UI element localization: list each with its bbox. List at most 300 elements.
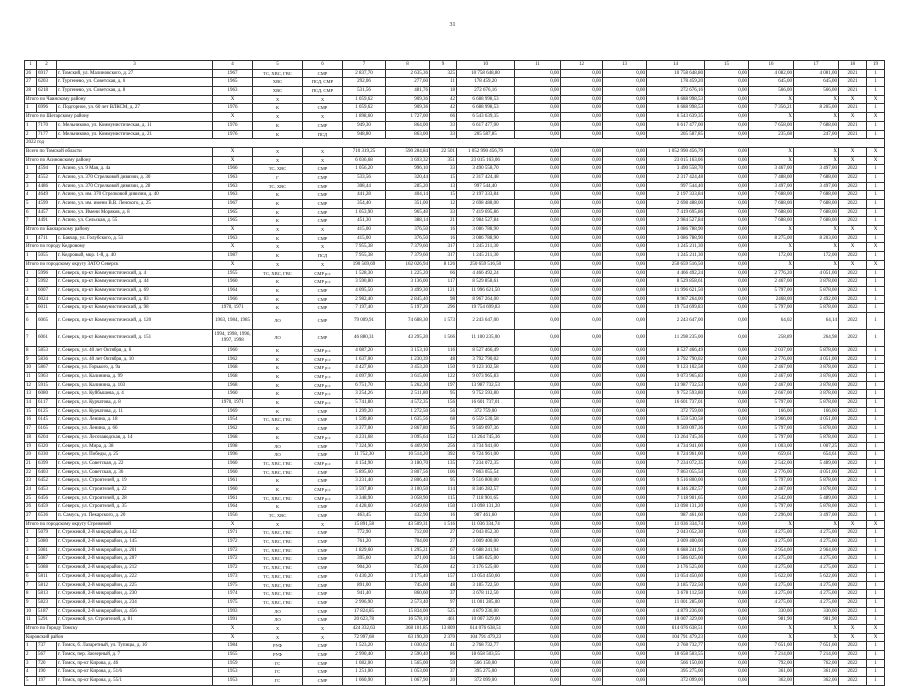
cell: г. Асино, ул. Имени Моряков, д. 8 xyxy=(57,208,213,217)
cell: 2 467,00 xyxy=(749,364,794,373)
cell: 1 052 990 456,79 xyxy=(457,147,515,156)
cell: 10 xyxy=(25,364,37,373)
cell: 0,00 xyxy=(561,295,603,304)
cell: 1 586 025,00 xyxy=(647,555,705,564)
cell: 4 xyxy=(25,668,37,677)
table-row xyxy=(25,642,885,651)
cell: 2022 xyxy=(839,668,867,677)
cell: 23 xyxy=(25,477,37,486)
cell: 372 099,00 xyxy=(457,677,515,686)
cell: 0,00 xyxy=(515,425,561,434)
cell: 6 724 961,00 xyxy=(647,451,705,460)
cell: г. Северск, ул. Советская, д. 22 xyxy=(57,459,213,468)
cell: 16 578,10 xyxy=(386,616,430,625)
cell: 42 xyxy=(430,95,457,104)
cell: 0,00 xyxy=(705,364,749,373)
cell: 22 xyxy=(25,468,37,477)
cell: 0,00 xyxy=(705,677,749,686)
cell: 0,00 xyxy=(603,373,647,382)
table-row xyxy=(25,295,885,304)
cell: 0,00 xyxy=(705,286,749,295)
cell: СМР xyxy=(303,607,343,616)
cell: 178 459,20 xyxy=(457,78,515,87)
cell: 5 878,00 xyxy=(794,304,839,313)
cell: 1 xyxy=(25,269,37,278)
cell: 762,00 xyxy=(794,659,839,668)
table-row xyxy=(25,442,885,451)
cell: 1 xyxy=(867,346,885,355)
cell: 2022 xyxy=(839,200,867,209)
cell: г. Северск, ул. 40 лет Октября, д. 6 xyxy=(57,346,213,355)
cell: 2 467,00 xyxy=(749,381,794,390)
table-row xyxy=(25,564,885,573)
cell: 5 895,60 xyxy=(343,468,386,477)
cell: 1 030,62 xyxy=(386,642,430,651)
cell: 792,00 xyxy=(749,659,794,668)
cell: ТС, ХВС, ГВС xyxy=(253,529,303,538)
cell: 11 298 235,00 xyxy=(647,329,705,346)
cell: 0,00 xyxy=(603,234,647,243)
cell: К xyxy=(253,477,303,486)
cell: 1984 xyxy=(213,642,253,651)
subtotal-label: Итого по Асиновскому району xyxy=(25,156,213,165)
cell: 1 245 211,30 xyxy=(647,243,705,252)
cell: 1976 xyxy=(213,130,253,139)
cell: 2022 xyxy=(839,355,867,364)
cell: 5 878,00 xyxy=(794,425,839,434)
cell: 3 878,00 xyxy=(794,485,839,494)
cell: 1 xyxy=(867,642,885,651)
cell: 150 xyxy=(430,503,457,512)
cell: 11 xyxy=(25,373,37,382)
cell: 1 xyxy=(867,407,885,416)
cell: 1975 xyxy=(213,581,253,590)
cell: 1965 xyxy=(213,78,253,87)
cell: г. Северск, ул. Калинина, д. 99 xyxy=(57,373,213,382)
cell: 3 xyxy=(25,546,37,555)
cell: 197 xyxy=(430,381,457,390)
cell: 22 501 xyxy=(430,147,457,156)
cell: СМР р.с xyxy=(303,346,343,355)
cell: 0,00 xyxy=(515,312,561,329)
cell: X xyxy=(867,147,885,156)
cell: с. Мельниково, ул. Коммунистическая, д. 11 xyxy=(57,121,213,130)
cell: 1974 xyxy=(213,590,253,599)
cell: 0,00 xyxy=(705,425,749,434)
cell: X xyxy=(867,260,885,269)
cell: 0,00 xyxy=(561,87,603,96)
cell: 2 845,40 xyxy=(386,295,430,304)
cell: 0,00 xyxy=(705,520,749,529)
cell: 0,00 xyxy=(561,260,603,269)
column-number: 11 xyxy=(515,61,561,70)
year-row xyxy=(25,139,885,148)
cell: 0,00 xyxy=(603,243,647,252)
cell: 4 275,00 xyxy=(749,590,794,599)
column-number: 15 xyxy=(705,61,749,70)
cell: 3 878,00 xyxy=(794,278,839,287)
cell: 2022 xyxy=(839,208,867,217)
table-row xyxy=(25,78,885,87)
cell: 997 544,40 xyxy=(647,182,705,191)
cell: 6 751,70 xyxy=(343,381,386,390)
cell: 996,10 xyxy=(386,165,430,174)
cell: 1976 xyxy=(213,121,253,130)
cell: 6117 xyxy=(37,399,57,408)
cell: г. Северск, ул. Ленина, д. 66 xyxy=(57,425,213,434)
cell: 157 xyxy=(430,572,457,581)
cell: 0,00 xyxy=(515,433,561,442)
cell: 6 688 241,94 xyxy=(647,546,705,555)
cell: 1 xyxy=(867,425,885,434)
cell: 6 xyxy=(25,572,37,581)
cell: 4 275,00 xyxy=(794,598,839,607)
cell: X xyxy=(794,243,839,252)
cell: 0,00 xyxy=(561,346,603,355)
cell: 9 569 097,36 xyxy=(457,425,515,434)
cell: 0,00 xyxy=(515,624,561,633)
cell: 6 543 639,35 xyxy=(647,113,705,122)
cell: X xyxy=(867,95,885,104)
cell: СМР р.с xyxy=(303,459,343,468)
cell: г. Северск, пр-кт Коммунистический, д. 83 xyxy=(57,295,213,304)
cell: 531,56 xyxy=(343,87,386,96)
cell: X xyxy=(749,147,794,156)
cell: 3 966,00 xyxy=(749,416,794,425)
cell: 1 xyxy=(867,529,885,538)
cell: 2 698 488,00 xyxy=(457,200,515,209)
cell: 11 996 621,50 xyxy=(647,286,705,295)
cell: К xyxy=(253,278,303,287)
cell: 97 xyxy=(430,598,457,607)
cell: 4 051,00 xyxy=(794,355,839,364)
cell: К xyxy=(253,200,303,209)
cell: 2 467,00 xyxy=(749,373,794,382)
table-row xyxy=(25,390,885,399)
cell: 0,00 xyxy=(561,69,603,78)
cell: 3 231,40 xyxy=(343,477,386,486)
table-row xyxy=(25,200,885,209)
cell: 0,00 xyxy=(515,546,561,555)
cell: 0,00 xyxy=(705,130,749,139)
cell: X xyxy=(253,260,303,269)
table-row xyxy=(25,425,885,434)
cell: 7 419 695,86 xyxy=(647,208,705,217)
cell: 0,00 xyxy=(603,468,647,477)
cell: 3 590,80 xyxy=(343,278,386,287)
cell: 1 xyxy=(867,459,885,468)
cell: г. Северск, ул. Строителей, д. 22 xyxy=(57,485,213,494)
cell: X xyxy=(867,156,885,165)
cell: 1966 xyxy=(213,295,253,304)
cell: 9 123 102,58 xyxy=(457,364,515,373)
cell: 2 243 647,00 xyxy=(457,312,515,329)
cell: 0,00 xyxy=(603,677,647,686)
table-row xyxy=(25,659,885,668)
cell: 1 xyxy=(867,616,885,625)
cell: 0,00 xyxy=(705,373,749,382)
cell: 8 346 282,57 xyxy=(457,485,515,494)
cell: 4 097,90 xyxy=(343,373,386,382)
cell: 2022 xyxy=(839,173,867,182)
table-row xyxy=(25,191,885,200)
cell: 0,00 xyxy=(705,312,749,329)
cell: X xyxy=(303,147,343,156)
cell: 0,00 xyxy=(515,633,561,642)
cell: 19 754 699,83 xyxy=(457,304,515,313)
cell: 2021 xyxy=(839,78,867,87)
cell: ЛО xyxy=(253,616,303,625)
cell: 2022 xyxy=(839,252,867,261)
cell: 2022 xyxy=(839,564,867,573)
cell: 308,44 xyxy=(343,182,386,191)
cell: 1969 xyxy=(213,407,253,416)
subtotal-row xyxy=(25,95,885,104)
cell: г. Северск, ул. Строителей, д. 19 xyxy=(57,477,213,486)
cell: 0,00 xyxy=(603,633,647,642)
cell: 0,00 xyxy=(561,381,603,390)
cell: 2022 xyxy=(839,616,867,625)
cell: X xyxy=(749,624,794,633)
cell: 2022 xyxy=(839,494,867,503)
cell: X xyxy=(213,633,253,642)
cell: 0,00 xyxy=(515,381,561,390)
cell: 0,00 xyxy=(603,399,647,408)
cell: СМР xyxy=(303,581,343,590)
table-row xyxy=(25,512,885,521)
cell: 18 658 503,55 xyxy=(647,651,705,660)
cell: 0,00 xyxy=(515,278,561,287)
cell: РУФ xyxy=(253,642,303,651)
cell: 2 467,00 xyxy=(749,278,794,287)
cell: 1 xyxy=(867,165,885,174)
cell: К xyxy=(253,286,303,295)
cell: 2021 xyxy=(839,130,867,139)
cell: СМР xyxy=(303,200,343,209)
cell: X xyxy=(749,260,794,269)
cell: К xyxy=(253,208,303,217)
cell: 0,00 xyxy=(603,651,647,660)
cell: 13 987 732,53 xyxy=(457,381,515,390)
cell: 0,00 xyxy=(603,346,647,355)
cell: 10 007 329,00 xyxy=(457,616,515,625)
cell: 16 xyxy=(25,416,37,425)
cell: X xyxy=(839,113,867,122)
cell: 1 067,90 xyxy=(386,677,430,686)
cell: 0,00 xyxy=(561,147,603,156)
cell: 0,00 xyxy=(705,659,749,668)
cell: г. Стрежевой, 2-й микрорайон, д. 225 xyxy=(57,581,213,590)
cell: 0,00 xyxy=(705,598,749,607)
cell: 1 xyxy=(867,598,885,607)
cell: 0,00 xyxy=(561,651,603,660)
cell: 0,00 xyxy=(561,607,603,616)
cell: 2022 xyxy=(839,659,867,668)
table-row xyxy=(25,538,885,547)
cell: X xyxy=(213,243,253,252)
cell: 7 379,60 xyxy=(386,243,430,252)
year-label: 2022 год xyxy=(25,139,885,148)
cell: СМР р.с xyxy=(303,269,343,278)
cell: 1 059,62 xyxy=(343,95,386,104)
cell: 481,76 xyxy=(386,87,430,96)
cell: 0,00 xyxy=(515,304,561,313)
cell: 17 xyxy=(25,425,37,434)
cell: К xyxy=(253,381,303,390)
cell: 2 768 732,77 xyxy=(457,642,515,651)
cell: 2 768 732,77 xyxy=(647,642,705,651)
cell: 1 xyxy=(867,364,885,373)
cell: 6536 xyxy=(37,512,57,521)
cell: СМР xyxy=(303,208,343,217)
cell: 0,00 xyxy=(561,217,603,226)
cell: 0,00 xyxy=(603,451,647,460)
cell: 1 xyxy=(867,381,885,390)
cell: X xyxy=(253,633,303,642)
cell: СМР xyxy=(303,312,343,329)
cell: 2022 xyxy=(839,381,867,390)
cell: 0,00 xyxy=(515,346,561,355)
cell: 13 098 131,20 xyxy=(457,503,515,512)
cell: 0,00 xyxy=(561,590,603,599)
cell: 0,00 xyxy=(561,156,603,165)
cell: 4 275,00 xyxy=(794,564,839,573)
cell: 0,00 xyxy=(705,399,749,408)
cell: 5 797,00 xyxy=(749,304,794,313)
cell: 1 xyxy=(867,373,885,382)
cell: 17 824,85 xyxy=(343,607,386,616)
cell: 11 036 334,74 xyxy=(457,520,515,529)
cell: 0,00 xyxy=(515,459,561,468)
cell: 2 698 488,00 xyxy=(647,200,705,209)
cell: 7 955,38 xyxy=(343,252,386,261)
cell: г. Томск, пр-кт Кирова, д. 46 xyxy=(57,659,213,668)
cell: 6459 xyxy=(37,503,57,512)
cell: 10 758 648,80 xyxy=(457,69,515,78)
cell: 43 509,31 xyxy=(386,520,430,529)
cell: 1 xyxy=(867,269,885,278)
cell: 0,00 xyxy=(561,78,603,87)
table-row xyxy=(25,364,885,373)
cell: 0,00 xyxy=(603,425,647,434)
cell: 0,00 xyxy=(705,624,749,633)
cell: 5 797,00 xyxy=(749,399,794,408)
cell: 4 154,90 xyxy=(343,459,386,468)
cell: 0,00 xyxy=(705,485,749,494)
cell: 6218 xyxy=(37,87,57,96)
cell: СМР xyxy=(303,121,343,130)
cell: 0,00 xyxy=(603,147,647,156)
cell: 13 987 732,53 xyxy=(647,381,705,390)
cell: 6 xyxy=(25,312,37,329)
cell: 7170 xyxy=(37,121,57,130)
cell: СМР xyxy=(303,564,343,573)
cell: 0,00 xyxy=(561,95,603,104)
cell: 2021 xyxy=(839,69,867,78)
cell: 205 587,85 xyxy=(457,130,515,139)
cell: 7 118 901,65 xyxy=(647,494,705,503)
cell: ТС, ХВС, ГВС xyxy=(253,555,303,564)
cell: 3 254,26 xyxy=(343,390,386,399)
cell: ТС, ХВС, ГВС xyxy=(253,538,303,547)
cell: 3 792 790,02 xyxy=(647,355,705,364)
cell: 0,00 xyxy=(603,113,647,122)
cell: 0,00 xyxy=(705,459,749,468)
cell: 1 xyxy=(867,355,885,364)
cell: 0,00 xyxy=(515,407,561,416)
cell: 7 234 072,35 xyxy=(647,459,705,468)
cell: г. Стрежевой, 2-й микрорайон, д. 201 xyxy=(57,546,213,555)
cell: X xyxy=(794,113,839,122)
cell: г. Томск, б. Лазаретный, ул. Тупицы, д. 1б xyxy=(57,642,213,651)
cell: 3 792 790,02 xyxy=(457,355,515,364)
cell: 4 275,00 xyxy=(794,555,839,564)
cell: 117 xyxy=(430,278,457,287)
cell: 16 601 737,01 xyxy=(647,399,705,408)
cell: 1 xyxy=(867,304,885,313)
cell: 362,00 xyxy=(794,677,839,686)
cell: 0,00 xyxy=(515,191,561,200)
cell: 3 153,10 xyxy=(386,346,430,355)
cell: 351 xyxy=(430,156,457,165)
cell: 11 xyxy=(430,78,457,87)
cell: К xyxy=(253,485,303,494)
table-row xyxy=(25,165,885,174)
cell: 0,00 xyxy=(603,564,647,573)
cell: 0,00 xyxy=(515,642,561,651)
table-row xyxy=(25,217,885,226)
cell: 5 878,00 xyxy=(794,503,839,512)
cell: 0,00 xyxy=(603,546,647,555)
cell: г. Асино, ул. 9 Мая, д. 4а xyxy=(57,165,213,174)
cell: 0,00 xyxy=(515,442,561,451)
cell: 33 xyxy=(430,165,457,174)
cell: 2022 xyxy=(839,459,867,468)
cell: СМР xyxy=(303,442,343,451)
cell: СМР xyxy=(303,173,343,182)
cell: К xyxy=(253,390,303,399)
cell: 0,00 xyxy=(603,520,647,529)
cell: 0,00 xyxy=(515,616,561,625)
cell: X xyxy=(839,95,867,104)
cell: 2022 xyxy=(839,286,867,295)
cell: ЛО xyxy=(253,442,303,451)
cell: 1955 xyxy=(213,269,253,278)
cell: 1 xyxy=(867,564,885,573)
cell: ТС, ХВС, ГВС xyxy=(253,564,303,573)
cell: 6080 xyxy=(37,390,57,399)
cell: 46 880,31 xyxy=(343,329,386,346)
cell: 1968 xyxy=(213,364,253,373)
cell: 0,00 xyxy=(603,512,647,521)
cell: г. Северск, ул. Строителей, д. 28 xyxy=(57,494,213,503)
cell: 10 758 648,80 xyxy=(647,69,705,78)
cell: 6453 xyxy=(37,485,57,494)
column-number: 14 xyxy=(647,61,705,70)
cell: 19 754 699,83 xyxy=(647,304,705,313)
column-number: 6 xyxy=(303,61,343,70)
cell: г. Тургенево, ул. Советская, д. 8 xyxy=(57,87,213,96)
cell: 7 379,60 xyxy=(386,252,430,261)
cell: 5187 xyxy=(37,607,57,616)
cell: 2022 xyxy=(839,373,867,382)
cell: г. Северск, ул. Куйбышева, д. 4 xyxy=(57,390,213,399)
cell: 48 xyxy=(430,355,457,364)
cell: 1 295,21 xyxy=(386,546,430,555)
cell: 1 xyxy=(867,494,885,503)
cell: 0,00 xyxy=(705,451,749,460)
cell: г. Асино, ул. им. имени В.В. Ленского, д. 25 xyxy=(57,200,213,209)
